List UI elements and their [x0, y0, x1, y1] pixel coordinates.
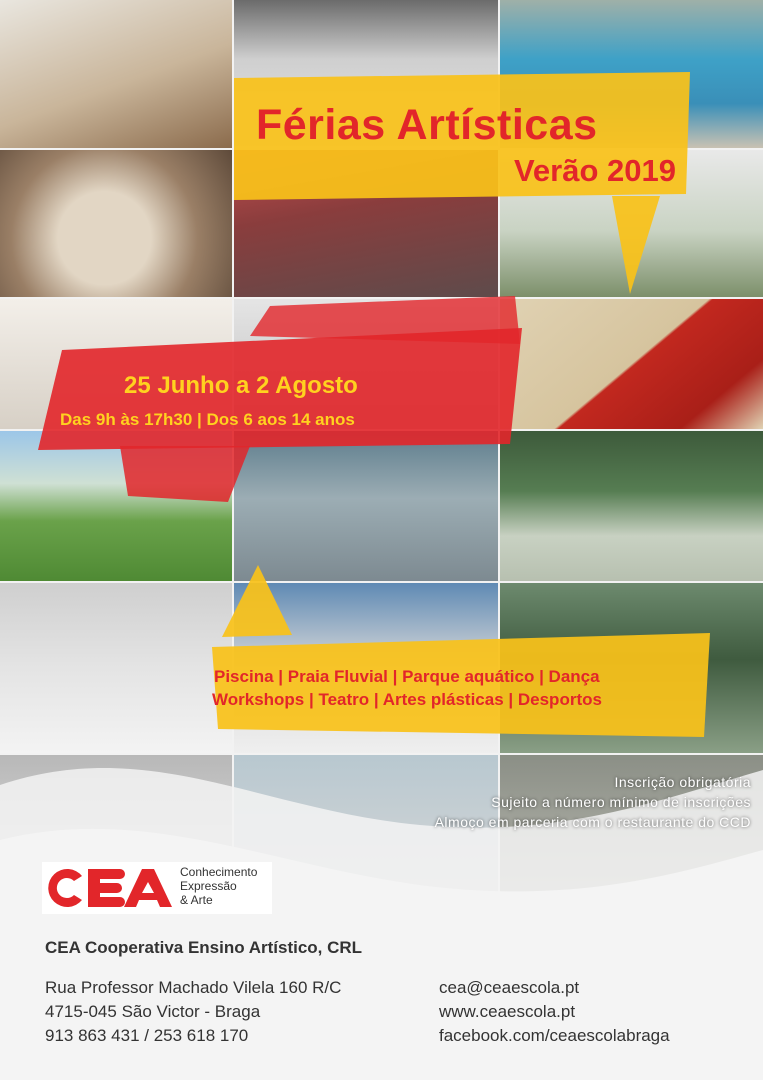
note-lunch: Almoço em parceria com o restaurante do CCD [434, 814, 751, 830]
photo-crafts-box [500, 299, 763, 429]
logo-line-1: Conhecimento [180, 865, 258, 879]
organization-address [45, 976, 341, 1048]
poster-title: Férias Artísticas [256, 101, 598, 149]
photo-bread-dough [0, 150, 232, 297]
event-hours-ages: Das 9h às 17h30 | Dos 6 aos 14 anos [60, 410, 355, 429]
cea-logo [42, 862, 272, 914]
contact-website[interactable]: www.ceaescola.pt [439, 1002, 576, 1021]
activities-banner-tail [222, 565, 292, 637]
cea-logo-mark [42, 862, 176, 914]
note-registration: Inscrição obrigatória [614, 774, 751, 790]
photo-art-room [0, 583, 232, 753]
photo-bumper-cars [234, 431, 498, 581]
address-phones: 913 863 431 / 253 618 170 [45, 1026, 249, 1045]
address-postcode: 4715-045 São Victor - Braga [45, 1002, 261, 1021]
event-dates: 25 Junho a 2 Agosto [124, 372, 358, 399]
photo-classroom [0, 0, 232, 148]
registration-notes [435, 772, 751, 832]
activities-line-2: Workshops | Teatro | Artes plásticas | Desportos [212, 690, 602, 709]
contact-email[interactable]: cea@ceaescola.pt [439, 978, 580, 997]
poster-subtitle: Verão 2019 [513, 153, 676, 188]
logo-tagline [180, 865, 257, 907]
contact-facebook[interactable]: facebook.com/ceaescolabraga [439, 1026, 670, 1045]
logo-line-2: Expressão [180, 879, 237, 893]
title-banner-tail [612, 196, 660, 296]
activities-line-1: Piscina | Praia Fluvial | Parque aquático | Dança [214, 667, 600, 686]
organization-name: CEA Cooperativa Ensino Artístico, CRL [45, 938, 363, 957]
date-banner-tail [120, 446, 250, 506]
organization-contacts [439, 976, 670, 1048]
address-street: Rua Professor Machado Vilela 160 R/C [45, 978, 342, 997]
note-minimum: Sujeito a número mínimo de inscrições [491, 794, 751, 810]
logo-line-3: & Arte [180, 893, 213, 907]
photo-tennis-court [500, 431, 763, 581]
